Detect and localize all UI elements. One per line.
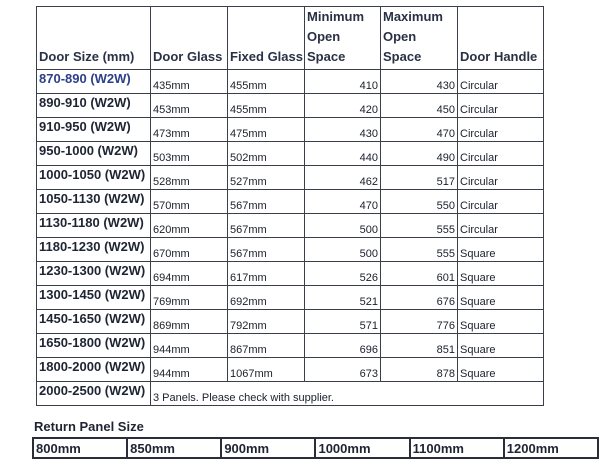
table-row [37, 190, 544, 214]
max-open-cell: 676 [381, 286, 458, 310]
fixed-glass-cell: 455mm [228, 94, 305, 118]
return-panel-table [32, 437, 599, 459]
handle-cell: Square [458, 310, 544, 334]
fixed-glass-cell: 567mm [228, 190, 305, 214]
table-row [37, 310, 544, 334]
header-minimum-open-space: Minimum Open Space [305, 7, 381, 70]
max-open-cell: 601 [381, 262, 458, 286]
table-header-row [37, 7, 544, 70]
door-size-cell: 950-1000 (W2W) [37, 142, 151, 166]
header-door-size: Door Size (mm) [37, 7, 151, 70]
door-size-cell: 1800-2000 (W2W) [37, 358, 151, 382]
min-open-cell: 440 [305, 142, 381, 166]
max-open-cell: 490 [381, 142, 458, 166]
min-open-cell: 462 [305, 166, 381, 190]
table-row [37, 262, 544, 286]
return-panel-size-cell: 900mm [221, 438, 315, 458]
table-row [37, 70, 544, 94]
handle-cell: Circular [458, 94, 544, 118]
table-row [37, 94, 544, 118]
handle-cell: Circular [458, 118, 544, 142]
max-open-cell: 550 [381, 190, 458, 214]
handle-cell: Circular [458, 166, 544, 190]
return-panel-size-cell: 1200mm [504, 438, 598, 458]
supplier-note-cell: 3 Panels. Please check with supplier. [151, 382, 544, 406]
door-size-cell: 1000-1050 (W2W) [37, 166, 151, 190]
handle-cell: Square [458, 286, 544, 310]
handle-cell: Circular [458, 214, 544, 238]
handle-cell: Circular [458, 142, 544, 166]
table-row [37, 214, 544, 238]
max-open-cell: 517 [381, 166, 458, 190]
min-open-cell: 696 [305, 334, 381, 358]
door-size-cell: 910-950 (W2W) [37, 118, 151, 142]
handle-cell: Square [458, 358, 544, 382]
min-open-cell: 526 [305, 262, 381, 286]
door-glass-cell: 528mm [151, 166, 228, 190]
min-open-cell: 470 [305, 190, 381, 214]
min-open-cell: 420 [305, 94, 381, 118]
handle-cell: Square [458, 238, 544, 262]
door-size-cell: 870-890 (W2W) [37, 70, 151, 94]
max-open-cell: 470 [381, 118, 458, 142]
door-size-cell: 1180-1230 (W2W) [37, 238, 151, 262]
min-open-cell: 673 [305, 358, 381, 382]
fixed-glass-cell: 567mm [228, 238, 305, 262]
return-panel-size-cell: 800mm [33, 438, 127, 458]
door-glass-cell: 503mm [151, 142, 228, 166]
door-glass-cell: 453mm [151, 94, 228, 118]
handle-cell: Square [458, 262, 544, 286]
table-row [37, 286, 544, 310]
table-row [37, 334, 544, 358]
door-glass-cell: 620mm [151, 214, 228, 238]
door-size-cell: 1130-1180 (W2W) [37, 214, 151, 238]
fixed-glass-cell: 867mm [228, 334, 305, 358]
door-size-cell: 1050-1130 (W2W) [37, 190, 151, 214]
table-row [37, 382, 544, 406]
header-door-handle: Door Handle [458, 7, 544, 70]
fixed-glass-cell: 527mm [228, 166, 305, 190]
door-glass-cell: 473mm [151, 118, 228, 142]
fixed-glass-cell: 617mm [228, 262, 305, 286]
fixed-glass-cell: 692mm [228, 286, 305, 310]
return-panel-title: Return Panel Size [34, 419, 144, 434]
return-panel-row [33, 438, 598, 458]
door-glass-cell: 944mm [151, 358, 228, 382]
table-row [37, 358, 544, 382]
door-size-cell: 1450-1650 (W2W) [37, 310, 151, 334]
handle-cell: Circular [458, 70, 544, 94]
door-size-table [36, 6, 544, 406]
return-panel-size-cell: 1100mm [410, 438, 504, 458]
fixed-glass-cell: 475mm [228, 118, 305, 142]
header-maximum-open-space: Maximum Open Space [381, 7, 458, 70]
door-glass-cell: 570mm [151, 190, 228, 214]
fixed-glass-cell: 792mm [228, 310, 305, 334]
fixed-glass-cell: 502mm [228, 142, 305, 166]
min-open-cell: 521 [305, 286, 381, 310]
door-size-cell: 2000-2500 (W2W) [37, 382, 151, 406]
max-open-cell: 450 [381, 94, 458, 118]
header-fixed-glass: Fixed Glass [228, 7, 305, 70]
max-open-cell: 776 [381, 310, 458, 334]
door-glass-cell: 670mm [151, 238, 228, 262]
max-open-cell: 555 [381, 238, 458, 262]
table-row [37, 118, 544, 142]
return-panel-size-cell: 850mm [127, 438, 221, 458]
door-glass-cell: 694mm [151, 262, 228, 286]
min-open-cell: 430 [305, 118, 381, 142]
min-open-cell: 500 [305, 214, 381, 238]
min-open-cell: 571 [305, 310, 381, 334]
min-open-cell: 410 [305, 70, 381, 94]
door-size-cell: 1300-1450 (W2W) [37, 286, 151, 310]
max-open-cell: 851 [381, 334, 458, 358]
fixed-glass-cell: 1067mm [228, 358, 305, 382]
table-row [37, 142, 544, 166]
return-panel-size-cell: 1000mm [315, 438, 409, 458]
handle-cell: Circular [458, 190, 544, 214]
table-row [37, 238, 544, 262]
table-row [37, 166, 544, 190]
door-size-cell: 890-910 (W2W) [37, 94, 151, 118]
max-open-cell: 878 [381, 358, 458, 382]
door-size-cell: 1650-1800 (W2W) [37, 334, 151, 358]
fixed-glass-cell: 567mm [228, 214, 305, 238]
handle-cell: Square [458, 334, 544, 358]
fixed-glass-cell: 455mm [228, 70, 305, 94]
door-glass-cell: 769mm [151, 286, 228, 310]
header-door-glass: Door Glass [151, 7, 228, 70]
max-open-cell: 430 [381, 70, 458, 94]
door-glass-cell: 869mm [151, 310, 228, 334]
min-open-cell: 500 [305, 238, 381, 262]
door-glass-cell: 435mm [151, 70, 228, 94]
max-open-cell: 555 [381, 214, 458, 238]
door-size-cell: 1230-1300 (W2W) [37, 262, 151, 286]
door-glass-cell: 944mm [151, 334, 228, 358]
